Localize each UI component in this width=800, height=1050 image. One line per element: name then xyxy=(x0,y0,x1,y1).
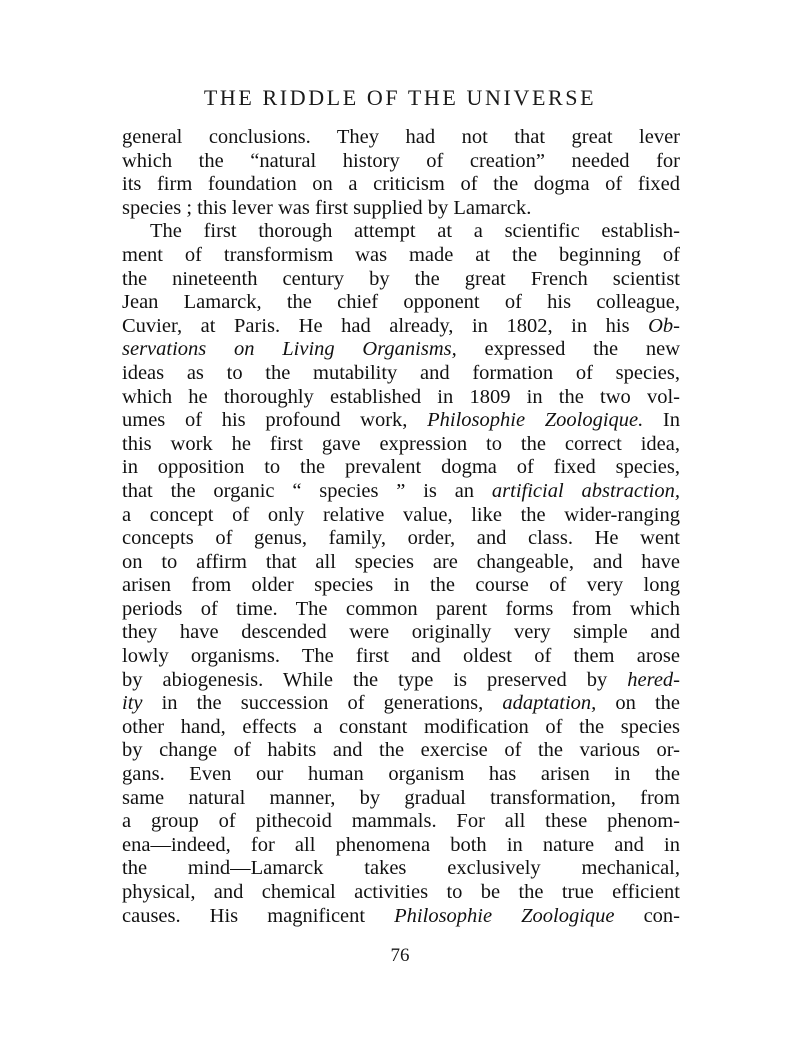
text-run: In xyxy=(643,409,681,432)
text-line xyxy=(122,480,680,504)
text-run: con- xyxy=(614,904,681,927)
text-line: Jean Lamarck, the chief opponent of his colleague, xyxy=(122,291,680,314)
italic-title: Philosophie Zoologique xyxy=(394,904,615,927)
text-line: its firm foundation on a criticism of the dogma of fixed xyxy=(122,173,680,196)
text-line: in opposition to the prevalent dogma of fixed species, xyxy=(122,456,680,479)
text-line: ment of transformism was made at the beginning of xyxy=(122,243,680,266)
page-number: 76 xyxy=(390,945,410,966)
text-line: they have descended were originally very simple and xyxy=(122,621,680,644)
text-line: same natural manner, by gradual transformation, from xyxy=(122,786,680,809)
text-line xyxy=(122,692,680,716)
text-line: a concept of only relative value, like the wider-ranging xyxy=(122,503,680,526)
italic-title: Philosophie Zoologique. xyxy=(427,409,644,432)
text-line: other hand, effects a constant modification of the species xyxy=(122,715,680,738)
text-line: on to affirm that all species are changeable, and have xyxy=(122,550,680,573)
text-line: which the “natural history of creation” needed for xyxy=(122,149,680,172)
text-run: that the organic “ species ” is an xyxy=(122,479,492,502)
text-run: by abiogenesis. While the type is preserved by xyxy=(122,668,628,691)
italic-phrase: hered- xyxy=(627,668,680,691)
text-line xyxy=(122,338,680,362)
text-line: the nineteenth century by the great French scientist xyxy=(122,267,680,290)
text-line xyxy=(122,905,680,929)
text-run: Cuvier, at Paris. He had already, in 1802, in his xyxy=(122,314,649,337)
text-line: ideas as to the mutability and formation of species, xyxy=(122,361,680,384)
text-run: causes. His magnificent xyxy=(122,904,395,927)
italic-phrase: ity xyxy=(122,692,143,715)
text-line: the mind—Lamarck takes exclusively mechanical, xyxy=(122,857,680,880)
italic-phrase: artificial abstraction, xyxy=(491,479,680,502)
text-line: lowly organisms. The first and oldest of them arose xyxy=(122,645,680,668)
text-line: this work he first gave expression to the correct idea, xyxy=(122,432,680,455)
text-line: by change of habits and the exercise of the various or- xyxy=(122,739,680,762)
text-line: a group of pithecoid mammals. For all these phenom- xyxy=(122,810,680,833)
paragraph-2 xyxy=(122,220,680,928)
italic-title: servations on Living Organisms, xyxy=(122,338,457,361)
italic-title: Ob- xyxy=(648,314,680,337)
text-run: umes of his profound work, xyxy=(122,409,428,432)
text-line: which he thoroughly established in 1809 in the two vol- xyxy=(122,385,680,408)
text-line xyxy=(122,409,680,433)
text-run: in the succession of generations, xyxy=(142,692,503,715)
text-run: expressed the new xyxy=(456,338,681,361)
text-line: concepts of genus, family, order, and class. He went xyxy=(122,527,680,550)
paragraph-1 xyxy=(122,126,680,220)
text-line: arisen from older species in the course of very long xyxy=(122,574,680,597)
text-line: The first thorough attempt at a scientific establish- xyxy=(150,220,680,243)
text-line xyxy=(122,669,680,693)
page-body xyxy=(122,126,680,928)
text-run: on the xyxy=(596,692,680,715)
text-line: species ; this lever was first supplied by Lamarck. xyxy=(122,196,532,219)
text-line xyxy=(122,315,680,339)
running-head: THE RIDDLE OF THE UNIVERSE xyxy=(203,85,597,110)
text-line: ena—indeed, for all phenomena both in nature and in xyxy=(122,833,680,856)
text-line: general conclusions. They had not that great lever xyxy=(122,126,680,148)
text-line: physical, and chemical activities to be the true efficient xyxy=(122,881,680,903)
text-line: periods of time. The common parent forms from which xyxy=(122,597,680,620)
text-line: gans. Even our human organism has arisen in the xyxy=(122,763,680,786)
italic-phrase: adaptation, xyxy=(502,692,597,715)
